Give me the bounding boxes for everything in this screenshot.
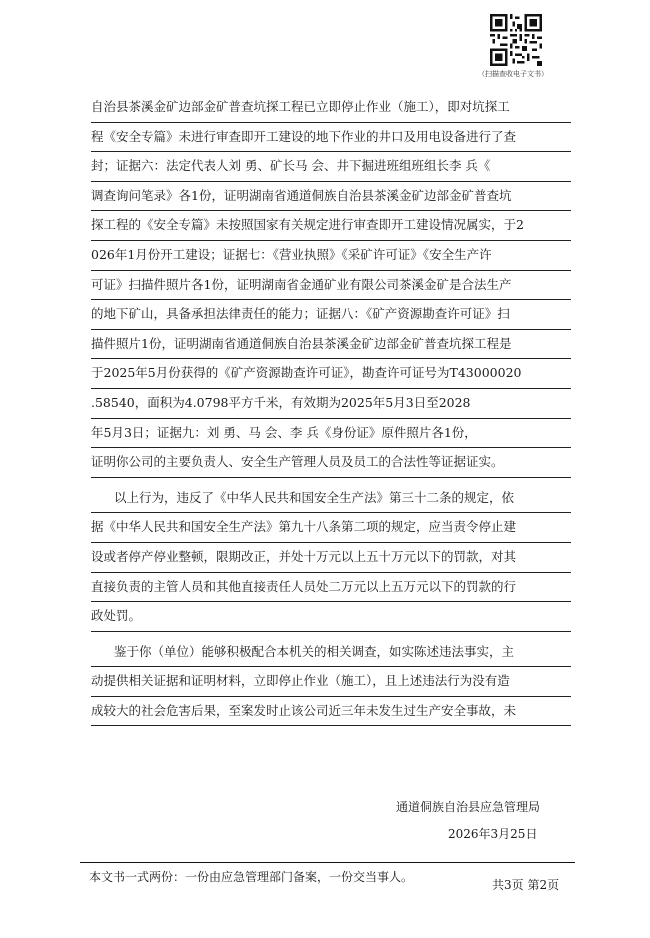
issuing-authority: 通道侗族自治县应急管理局 xyxy=(396,800,541,814)
text-line: 动提供相关证据和证明材料，立即停止作业（施工），且上述违法行为没有造 xyxy=(91,667,571,697)
text-line: 调查询问笔录》各1份，证明湖南省通道侗族自治县茶溪金矿边部金矿普查坑 xyxy=(91,182,571,212)
text-line: 成较大的社会危害后果，至案发时止该公司近三年未发生过生产安全事故，未 xyxy=(91,697,571,727)
text-line: 026年1月份开工建设；证据七：《营业执照》《采矿许可证》《安全生产许 xyxy=(91,241,571,271)
text-line: 描件照片1份，证明湖南省通道侗族自治县茶溪金矿边部金矿普查坑探工程是 xyxy=(91,330,571,360)
footer-divider xyxy=(80,862,575,863)
paragraph-evidence xyxy=(91,93,571,478)
text-line: 直接负责的主管人员和其他直接责任人员处二万元以上五万元以下的罚款的行 xyxy=(91,573,571,603)
paragraph-violation xyxy=(91,484,571,632)
text-line: 的地下矿山，具备承担法律责任的能力；证据八：《矿产资源勘查许可证》扫 xyxy=(91,300,571,330)
text-line: .58540，面积为4.0798平方千米，有效期为2025年5月3日至2028 xyxy=(91,389,571,419)
qr-code xyxy=(490,14,542,66)
text-line: 据《中华人民共和国安全生产法》第九十八条第二项的规定，应当责令停止建 xyxy=(91,513,571,543)
paragraph-mitigation xyxy=(91,638,571,727)
text-line: 封；证据六：法定代表人刘 勇、矿长马 会、井下掘进班组班组长李 兵《 xyxy=(91,152,571,182)
page-number: 共3页 第2页 xyxy=(492,878,560,892)
issue-date: 2026年3月25日 xyxy=(448,827,538,841)
footer-note: 本文书一式两份：一份由应急管理部门备案，一份交当事人。 xyxy=(89,870,414,884)
document-body xyxy=(91,93,571,726)
text-line: 设或者停产停业整顿，限期改正，并处十万元以上五十万元以下的罚款，对其 xyxy=(91,543,571,573)
text-line: 自治县茶溪金矿边部金矿普查坑探工程已立即停止作业（施工），即对坑探工 xyxy=(91,93,571,123)
text-line: 年5月3日；证据九：刘 勇、马 会、李 兵《身份证》原件照片各1份， xyxy=(91,419,571,449)
text-line: 证明你公司的主要负责人、安全生产管理人员及员工的合法性等证据证实。 xyxy=(91,448,571,478)
text-line: 政处罚。 xyxy=(91,602,571,632)
text-line: 探工程的《安全专篇》未按照国家有关规定进行审查即开工建设情况属实，于2 xyxy=(91,211,571,241)
text-line: 以上行为，违反了《中华人民共和国安全生产法》第三十二条的规定，依 xyxy=(91,484,571,514)
text-line: 可证》扫描件照片各1份，证明湖南省金通矿业有限公司茶溪金矿是合法生产 xyxy=(91,271,571,301)
text-line: 鉴于你（单位）能够积极配合本机关的相关调查，如实陈述违法事实，主 xyxy=(91,638,571,668)
qr-caption: （扫描查收电子文书） xyxy=(478,70,548,78)
text-line: 程《安全专篇》未进行审查即开工建设的地下作业的井口及用电设备进行了查 xyxy=(91,123,571,153)
text-line: 于2025年5月份获得的《矿产资源勘查许可证》，勘查许可证号为T43000020 xyxy=(91,359,571,389)
